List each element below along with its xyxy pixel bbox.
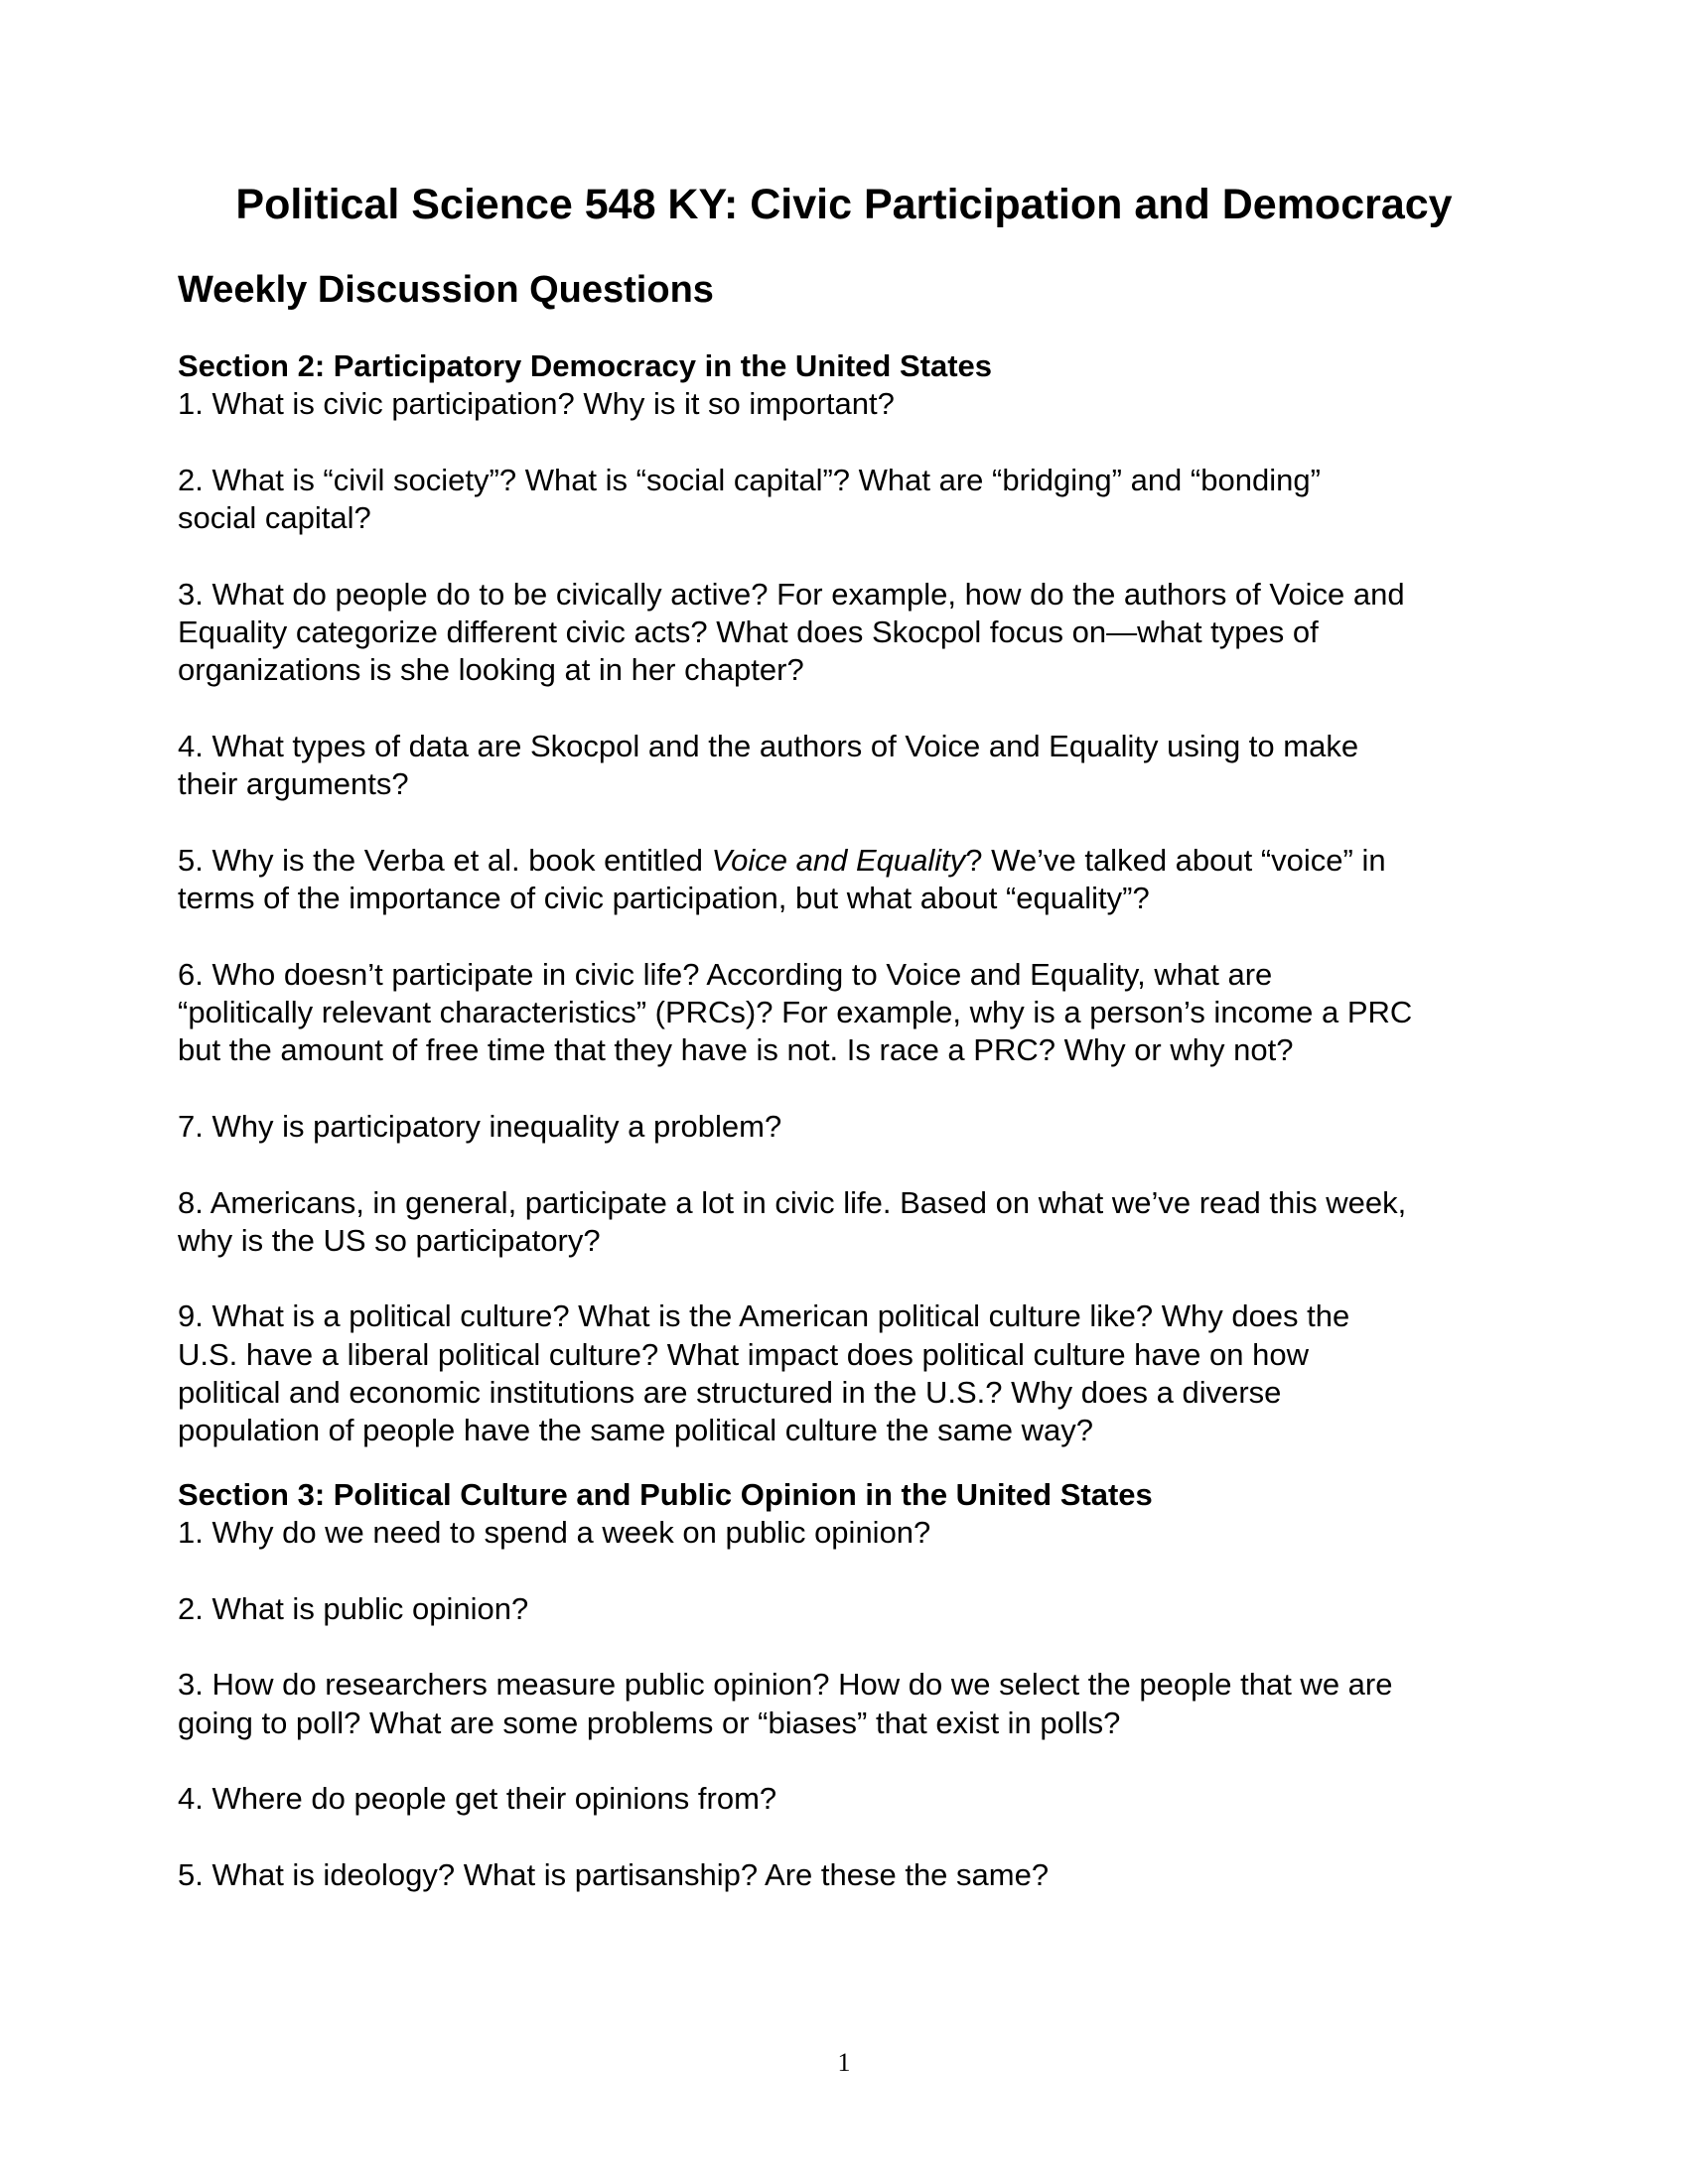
document-subtitle: Weekly Discussion Questions bbox=[178, 269, 714, 311]
section-2 bbox=[178, 347, 1538, 1450]
document-title: Political Science 548 KY: Civic Participation and Democracy bbox=[235, 181, 1453, 228]
question-item bbox=[178, 956, 1538, 1070]
page-number: 1 bbox=[837, 2048, 851, 2077]
question-line: but the amount of free time that they have is not. Is race a PRC? Why or why not? bbox=[178, 1032, 1294, 1068]
question-line: terms of the importance of civic participation, but what about “equality”? bbox=[178, 881, 1150, 916]
question-line: 3. How do researchers measure public opinion? How do we select the people that we are bbox=[178, 1667, 1393, 1703]
question-line: 5. What is ideology? What is partisanship? Are these the same? bbox=[178, 1856, 1050, 1892]
question-line: 6. Who doesn’t participate in civic life? According to Voice and Equality, what are bbox=[178, 956, 1273, 992]
question-text: ? We’ve talked about “voice” in bbox=[965, 842, 1386, 878]
question-item bbox=[178, 842, 1538, 918]
book-title-italic: Voice and Equality bbox=[711, 842, 966, 878]
question-line: 9. What is a political culture? What is the American political culture like? Why does the bbox=[178, 1298, 1350, 1334]
question-line: 2. What is public opinion? bbox=[178, 1590, 529, 1626]
question-line: U.S. have a liberal political culture? What impact does political culture have on how bbox=[178, 1336, 1309, 1372]
question-text: 5. Why is the Verba et al. book entitled bbox=[178, 842, 712, 878]
question-line: population of people have the same political culture the same way? bbox=[178, 1413, 1093, 1448]
question-line: 8. Americans, in general, participate a lot in civic life. Based on what we’ve read this week, bbox=[178, 1184, 1407, 1220]
question-line: 1. What is civic participation? Why is it so important? bbox=[178, 386, 895, 422]
question-item bbox=[178, 576, 1538, 690]
question-item bbox=[178, 1297, 1538, 1449]
question-item bbox=[178, 1780, 1538, 1818]
section-3 bbox=[178, 1476, 1538, 1894]
section-heading: Section 3: Political Culture and Public Opinion in the United States bbox=[178, 1477, 1153, 1512]
question-line: why is the US so participatory? bbox=[178, 1222, 601, 1258]
question-line: 4. Where do people get their opinions from? bbox=[178, 1781, 777, 1817]
question-line bbox=[178, 842, 1538, 880]
question-item bbox=[178, 1514, 1538, 1552]
question-line: 4. What types of data are Skocpol and the authors of Voice and Equality using to make bbox=[178, 728, 1359, 763]
question-line: going to poll? What are some problems or “biases” that exist in polls? bbox=[178, 1705, 1121, 1740]
question-line: their arguments? bbox=[178, 766, 409, 802]
question-item bbox=[178, 1590, 1538, 1628]
question-line: 1. Why do we need to spend a week on public opinion? bbox=[178, 1515, 931, 1551]
question-item bbox=[178, 385, 1538, 423]
question-item bbox=[178, 1666, 1538, 1742]
section-heading: Section 2: Participatory Democracy in the United States bbox=[178, 348, 993, 383]
question-line: “politically relevant characteristics” (PRCs)? For example, why is a person’s income a PRC bbox=[178, 995, 1413, 1030]
question-line: 3. What do people do to be civically active? For example, how do the authors of Voice and bbox=[178, 576, 1405, 612]
question-item bbox=[178, 1184, 1538, 1261]
question-item bbox=[178, 462, 1538, 538]
question-line: political and economic institutions are structured in the U.S.? Why does a diverse bbox=[178, 1375, 1282, 1411]
question-line: 7. Why is participatory inequality a problem? bbox=[178, 1108, 782, 1144]
question-line: social capital? bbox=[178, 500, 371, 536]
question-line: organizations is she looking at in her chapter? bbox=[178, 652, 804, 688]
question-item bbox=[178, 728, 1538, 804]
question-item bbox=[178, 1108, 1538, 1146]
question-line: Equality categorize different civic acts? What does Skocpol focus on—what types of bbox=[178, 614, 1319, 650]
question-item bbox=[178, 1856, 1538, 1894]
question-line: 2. What is “civil society”? What is “social capital”? What are “bridging” and “bonding” bbox=[178, 462, 1321, 497]
